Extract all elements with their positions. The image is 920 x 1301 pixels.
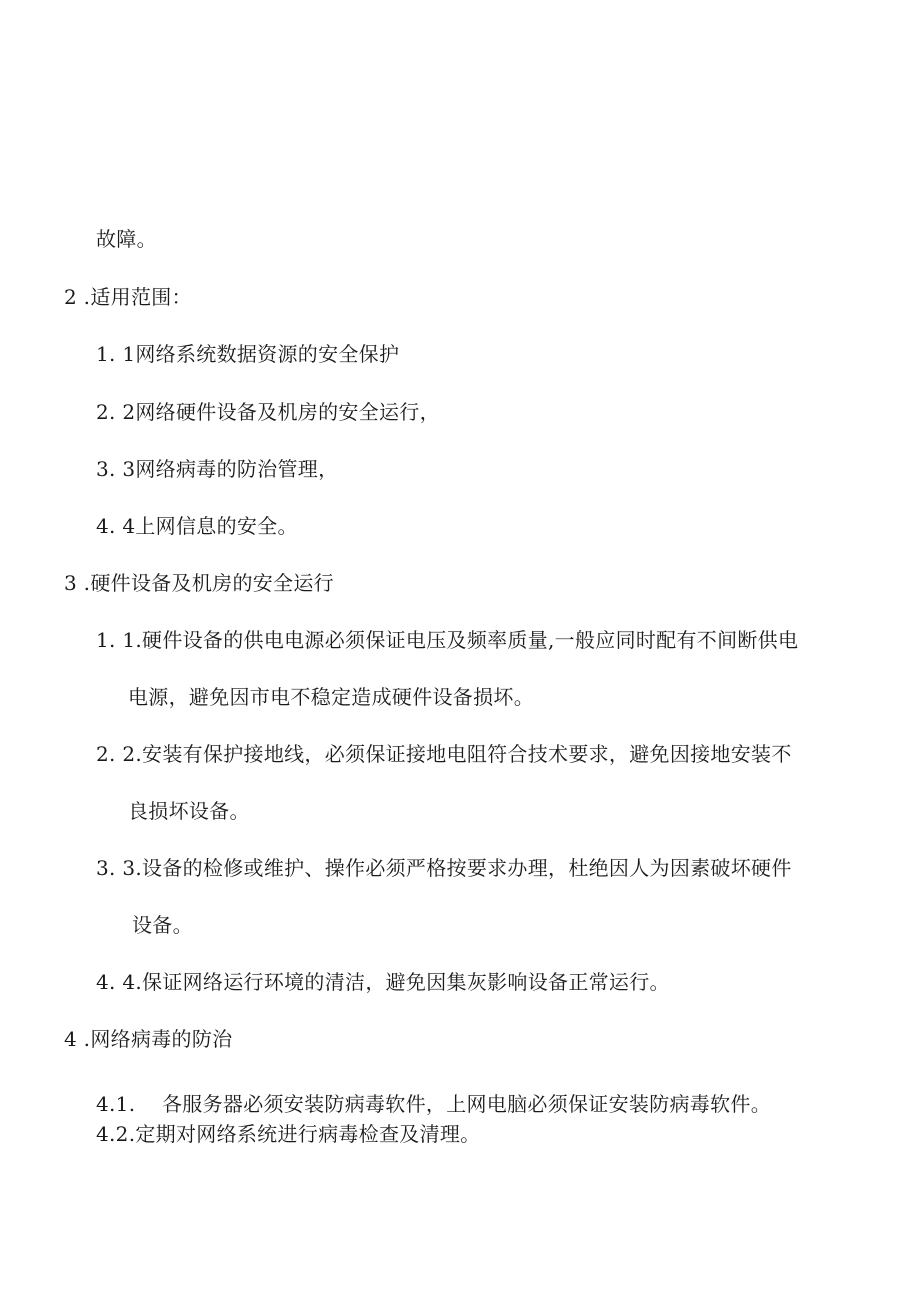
scope-item: 1. 1网络系统数据资源的安全保护 [96,342,400,366]
section-heading-hardware: 3 .硬件设备及机房的安全运行 [64,571,334,595]
virus-item: 4.1. 各服务器必须安装防病毒软件，上网电脑必须保证安装防病毒软件。 [96,1092,771,1116]
hardware-item-first-line: 2. 2.安装有保护接地线，必须保证接地电阻符合技术要求，避免因接地安装不 [96,742,792,766]
scope-item: 2. 2网络硬件设备及机房的安全运行， [96,400,440,424]
virus-item: 4.2.定期对网络系统进行病毒检查及清理。 [96,1122,481,1146]
hardware-item-first-line: 4. 4.保证网络运行环境的清洁，避免因集灰影响设备正常运行。 [96,970,670,994]
section-heading-scope: 2 .适用范围： [64,285,192,309]
scope-item: 3. 3网络病毒的防治管理， [96,457,339,481]
hardware-item-continuation: 设备。 [132,913,193,937]
hardware-item-continuation: 电源，避免因市电不稳定造成硬件设备损坏。 [128,685,534,709]
scope-item: 4. 4上网信息的安全。 [96,514,298,538]
hardware-item-continuation: 良损坏设备。 [128,799,250,823]
continuation-text: 故障。 [96,227,157,251]
hardware-item-first-line: 1. 1.硬件设备的供电电源必须保证电压及频率质量,一般应同时配有不间断供电 [96,628,799,652]
hardware-item-first-line: 3. 3.设备的检修或维护、操作必须严格按要求办理，杜绝因人为因素破坏硬件 [96,856,792,880]
section-heading-virus: 4 .网络病毒的防治 [64,1027,233,1051]
